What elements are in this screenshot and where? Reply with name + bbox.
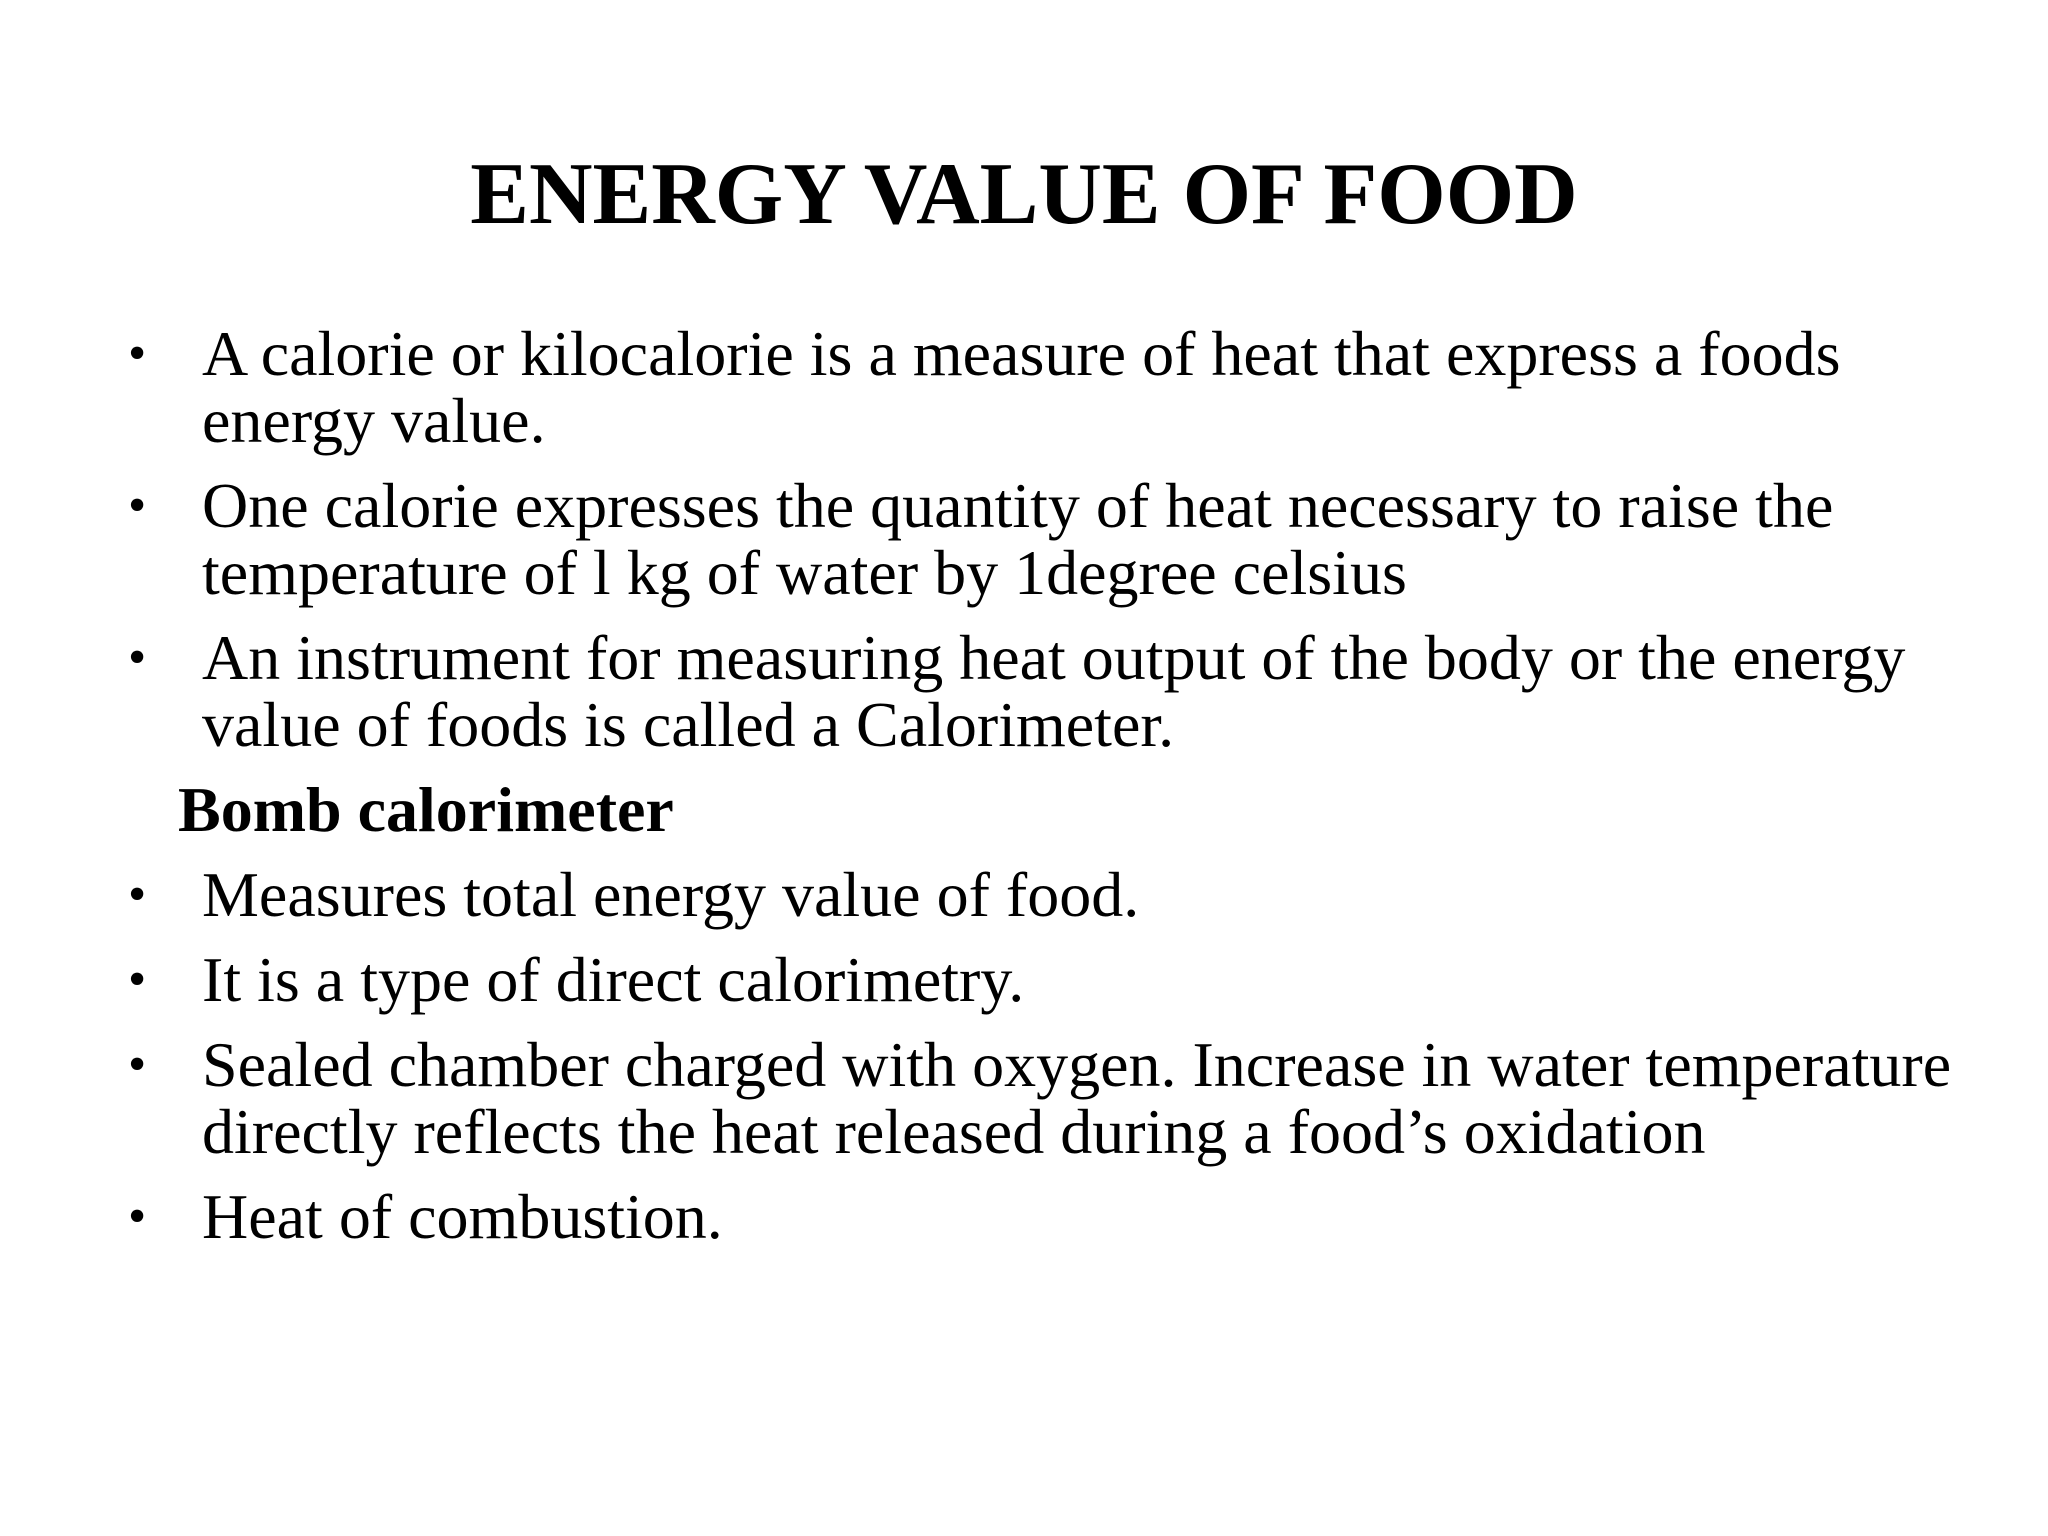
bullet-text: It is a type of direct calorimetry. (202, 944, 1025, 1015)
bullet-item (118, 946, 1978, 1013)
bullet-icon: • (128, 866, 147, 923)
bullet-icon: • (128, 477, 147, 534)
slide-body (118, 320, 1978, 1268)
bullet-text: Sealed chamber charged with oxygen. Increase in water temperature directly reflects the heat released during a food’s oxidation (202, 1029, 1952, 1167)
bullet-text: An instrument for measuring heat output of the body or the energy value of foods is called a Calorimeter. (202, 622, 1906, 760)
bullet-text: Heat of combustion. (202, 1181, 723, 1252)
bullet-icon: • (128, 325, 147, 382)
bullet-text: One calorie expresses the quantity of heat necessary to raise the temperature of l kg of water by 1degree celsius (202, 470, 1834, 608)
bullet-item (118, 1031, 1978, 1165)
bullet-icon: • (128, 1036, 147, 1093)
bullet-icon: • (128, 951, 147, 1008)
slide-title: ENERGY VALUE OF FOOD (470, 146, 1578, 243)
bullet-text: A calorie or kilocalorie is a measure of heat that express a foods energy value. (202, 318, 1841, 456)
bullet-item (118, 624, 1978, 758)
bullet-item (118, 861, 1978, 928)
bullet-icon: • (128, 629, 147, 686)
bullet-item (118, 472, 1978, 606)
bullet-icon: • (128, 1188, 147, 1245)
bullet-item (118, 1183, 1978, 1250)
bullet-text: Measures total energy value of food. (202, 859, 1140, 930)
section-subheading: Bomb calorimeter (178, 774, 674, 845)
bullet-item (118, 320, 1978, 454)
